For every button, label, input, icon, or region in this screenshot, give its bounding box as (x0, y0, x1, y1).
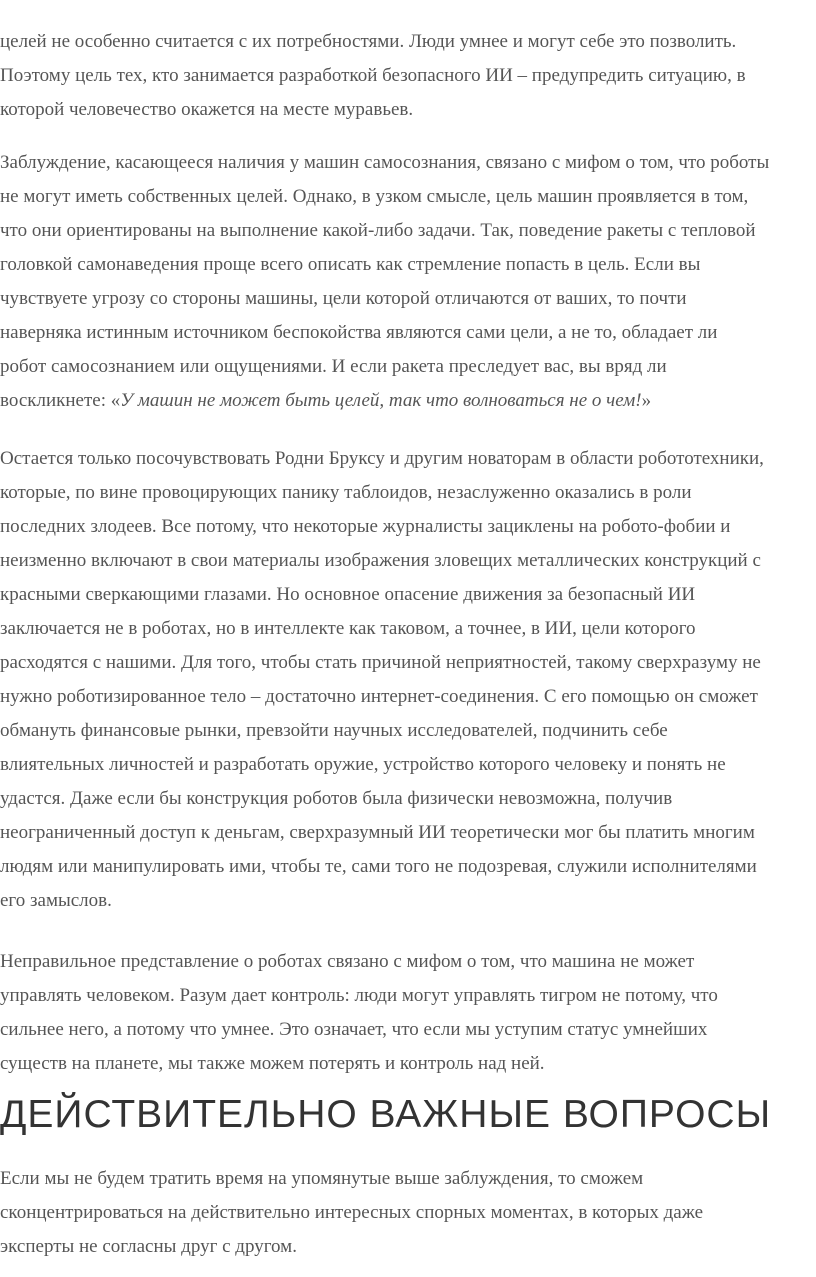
text-line: расходятся с нашими. Для того, чтобы стать причиной неприятностей, такому сверхразуму не (0, 652, 761, 673)
paragraph-control (0, 945, 816, 1081)
quote-prefix: воскликнете: « (0, 390, 121, 411)
paragraph-robots-myth (0, 442, 816, 918)
quote-suffix: » (641, 390, 652, 411)
text-line: сконцентрироваться на действительно интересных спорных моментах, в которых даже (0, 1202, 704, 1223)
text-line: управлять человеком. Разум дает контроль: люди могут управлять тигром не потому, что (0, 985, 718, 1006)
paragraph-ant-analogy (0, 25, 816, 127)
text-line: робот самосознанием или ощущениями. И если ракета преследует вас, вы вряд ли (0, 356, 667, 377)
text-line: Остается только посочувствовать Родни Бруксу и другим новаторам в области робототехники, (0, 448, 764, 469)
text-line: влиятельных личностей и разработать оружие, устройство которого человеку и понять не (0, 754, 726, 775)
text-line: неизменно включают в свои материалы изображения зловещих металлических конструкций с (0, 550, 761, 571)
italic-quote: У машин не может быть целей, так что волноваться не о чем! (120, 390, 642, 411)
text-line: чувствуете угрозу со стороны машины, цели которой отличаются от ваших, то почти (0, 288, 687, 309)
text-line: наверняка истинным источником беспокойства являются сами цели, а не то, обладает ли (0, 322, 718, 343)
text-line: эксперты не согласны друг с другом. (0, 1236, 297, 1257)
text-line: нужно роботизированное тело – достаточно интернет-соединения. С его помощью он сможет (0, 686, 758, 707)
text-line: головкой самонаведения проще всего описать как стремление попасть в цель. Если вы (0, 254, 701, 275)
paragraph-machine-goals (0, 146, 816, 418)
text-line: заключается не в роботах, но в интеллекте как таковом, а точнее, в ИИ, цели которого (0, 618, 696, 639)
text-line: которой человечество окажется на месте муравьев. (0, 99, 414, 120)
text-line: удастся. Даже если бы конструкция роботов была физически невозможна, получив (0, 788, 673, 809)
text-line: неограниченный доступ к деньгам, сверхразумный ИИ теоретически мог бы платить многим (0, 822, 755, 843)
paragraph-important-questions (0, 1162, 816, 1264)
text-line: целей не особенно считается с их потребностями. Люди умнее и могут себе это позволить. (0, 31, 737, 52)
text-line: не могут иметь собственных целей. Однако, в узком смысле, цель машин проявляется в том, (0, 186, 749, 207)
text-line: что они ориентированы на выполнение какой-либо задачи. Так, поведение ракеты с тепловой (0, 220, 756, 241)
text-line: красными сверкающими глазами. Но основное опасение движения за безопасный ИИ (0, 584, 696, 605)
text-line: последних злодеев. Все потому, что некоторые журналисты зациклены на робото-фобии и (0, 516, 731, 537)
text-line-with-quote (0, 384, 816, 418)
section-heading: ДЕЙСТВИТЕЛЬНО ВАЖНЫЕ ВОПРОСЫ (0, 1093, 772, 1136)
text-line: Поэтому цель тех, кто занимается разработкой безопасного ИИ – предупредить ситуацию, в (0, 65, 746, 86)
text-line: Если мы не будем тратить время на упомянутые выше заблуждения, то сможем (0, 1168, 644, 1189)
text-line: людям или манипулировать ими, чтобы те, сами того не подозревая, служили исполнителями (0, 856, 757, 877)
text-line: сильнее него, а потому что умнее. Это означает, что если мы уступим статус умнейших (0, 1019, 708, 1040)
text-line: Неправильное представление о роботах связано с мифом о том, что машина не может (0, 951, 695, 972)
text-line: его замыслов. (0, 890, 112, 911)
text-line: которые, по вине провоцирующих панику таблоидов, незаслуженно оказались в роли (0, 482, 692, 503)
text-line: существ на планете, мы также можем потерять и контроль над ней. (0, 1053, 545, 1074)
text-line: Заблуждение, касающееся наличия у машин самосознания, связано с мифом о том, что роботы (0, 152, 770, 173)
text-line: обмануть финансовые рынки, превзойти научных исследователей, подчинить себе (0, 720, 668, 741)
